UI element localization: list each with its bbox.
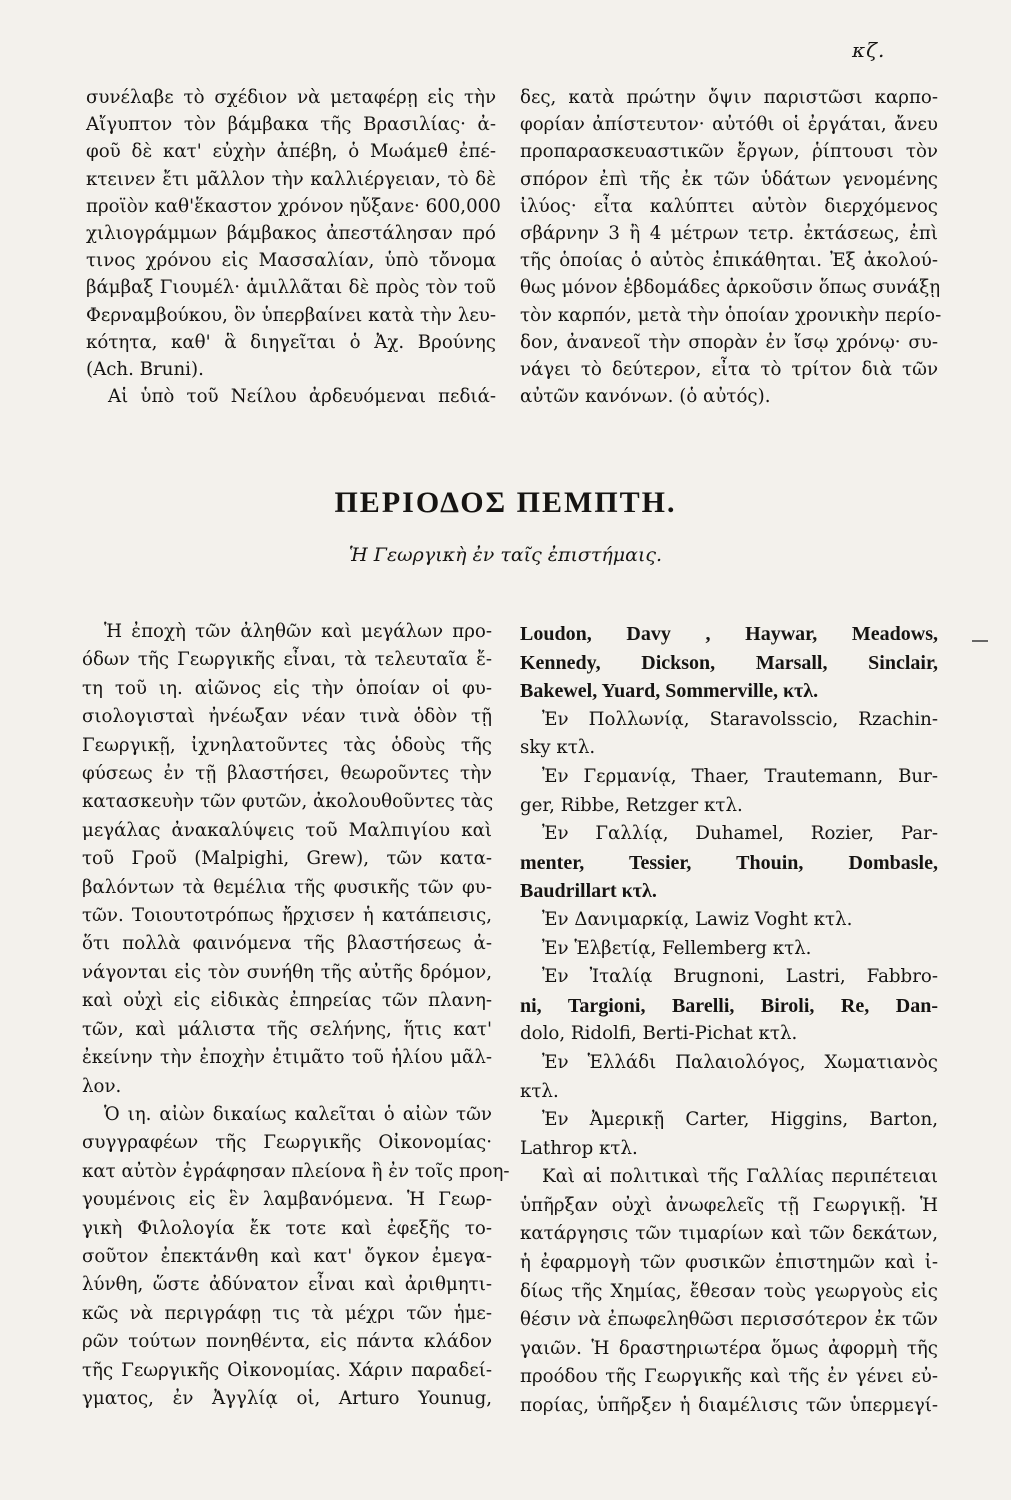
text-line: γαιῶν. Ἡ δραστηριωτέρα ὅμως ἀφορμὴ τῆς <box>520 1337 938 1359</box>
bottom-right-column <box>520 620 938 1421</box>
text-line: κτεινεν ἔτι μᾶλλον τὴν καλλιέργειαν, τὸ δὲ <box>86 168 496 190</box>
text-line: Ἐν Ἰταλίᾳ Brugnoni, Lastri, Fabbro- <box>542 966 938 988</box>
text-line: πορίας, ὑπῆρξεν ἡ διαμέλισις τῶν ὑπερμεγί- <box>520 1395 938 1417</box>
text-line: γικὴ Φιλολογία ἔκ τοτε καὶ ἐφεξῆς το- <box>82 1217 492 1239</box>
text-line: κατ αὐτὸν ἐγράφησαν πλείονα ἢ ἐν τοῖς προη- <box>82 1160 510 1182</box>
page-number: κζ. <box>852 38 886 62</box>
text-line: δίως τῆς Χημίας, ἔθεσαν τοὺς γεωργοὺς εἰς <box>520 1280 938 1302</box>
text-line: τῶν, καὶ μάλιστα τῆς σελήνης, ἥτις κατ' <box>82 1018 492 1040</box>
text-line: συνέλαβε τὸ σχέδιον νὰ μεταφέρῃ εἰς τὴν <box>86 87 496 108</box>
text-line: προπαρασκευαστικῶν ἔργων, ῥίπτουσι τὸν <box>520 141 938 163</box>
text-line: όδων τῆς Γεωργικῆς εἶναι, τὰ τελευταῖα ἔ- <box>82 649 492 671</box>
text-line: (Ach. Bruni). <box>86 359 204 381</box>
text-line: ὅτι πολλὰ φαινόμενα τῆς βλαστήσεως ἀ- <box>82 933 492 955</box>
text-line: Ἐν Ἑλλάδι Παλαιολόγος, Χωματιανὸς <box>542 1051 938 1073</box>
text-line: νάγει τὸ δεύτερον, εἶτα τὸ τρίτον διὰ τῶν <box>520 359 938 381</box>
text-line: φύσεως ἐν τῇ βλαστήσει, θεωροῦντες τὴν <box>82 763 492 785</box>
text-line: ger, Ribbe, Retzger κτλ. <box>520 794 743 816</box>
text-line: προϊὸν καθ'ἕκαστον χρόνον ηὔξανε· 600,000 <box>86 195 501 217</box>
text-line: Ἐν Γαλλίᾳ, Duhamel, Rozier, Par- <box>542 823 938 845</box>
top-left-column <box>86 84 501 410</box>
text-line: Loudon, Davy , Haywar, Meadows, <box>520 623 938 645</box>
text-line: χιλιογράμμων βάμβακος ἀπεστάλησαν πρό <box>86 223 496 245</box>
top-right-column <box>520 84 942 410</box>
text-line: Ὁ ιη. αἰὼν δικαίως καλεῖται ὁ αἰὼν τῶν <box>104 1103 492 1125</box>
text-line: Καὶ αἱ πολιτικαὶ τῆς Γαλλίας περιπέτειαι <box>542 1166 938 1188</box>
text-line: σβάρνην 3 ἢ 4 μέτρων τετρ. ἐκτάσεως, ἐπὶ <box>520 223 938 245</box>
text-line: αὐτῶν κανόνων. (ὁ αὐτός). <box>520 386 771 408</box>
text-line: ni, Targioni, Barelli, Biroli, Re, Dan- <box>520 994 938 1017</box>
text-line: θέσιν νὰ ἐπωφεληθῶσι περισσότερον ἐκ τῶν <box>520 1309 938 1331</box>
text-line: φοῦ δὲ κατ' εὐχὴν ἀπέβη, ὁ Μωάμεθ ἐπέ- <box>86 141 496 163</box>
bottom-left-column <box>82 618 510 1413</box>
margin-mark <box>972 640 988 646</box>
text-line: ἐκείνην τὴν ἐποχὴν ἐτιμᾶτο τοῦ ἡλίου μᾶλ- <box>82 1047 492 1069</box>
text-line: κότητα, καθ' ἃ διηγεῖται ὁ Ἀχ. Βρούνης <box>86 331 496 353</box>
text-line: τῆς Γεωργικῆς Οἰκονομίας. Χάριν παραδεί- <box>82 1359 492 1381</box>
text-line: καὶ οὐχὶ εἰς εἰδικὰς ἐπηρείας τῶν πλανη- <box>82 990 492 1012</box>
text-line: Ἐν Ἀμερικῇ Carter, Higgins, Barton, <box>542 1109 938 1131</box>
text-line: λον. <box>82 1075 122 1097</box>
text-line: θως μόνον ἑβδομάδες ἀρκοῦσιν ὅπως συνάξῃ <box>520 277 941 299</box>
text-line: σιολογισταὶ ἠνέωξαν νέαν τινὰ ὁδὸν τῇ <box>82 706 492 728</box>
text-line: κατάργησις τῶν τιμαρίων καὶ τῶν δεκάτων, <box>520 1223 938 1245</box>
text-line: κτλ. <box>520 1080 559 1102</box>
text-line: Bakewel, Yuard, Sommerville, κτλ. <box>520 680 819 703</box>
text-line: κῶς νὰ περιγράφῃ τις τὰ μέχρι τῶν ἡμε- <box>82 1302 492 1324</box>
text-line: Lathrop κτλ. <box>520 1137 638 1159</box>
text-line: ἰλύος· εἶτα καλύπτει αὐτὸν διερχόμενος <box>520 195 938 217</box>
text-line: menter, Tessier, Thouin, Dombasle, <box>520 851 938 874</box>
text-line: λύνθη, ὥστε ἀδύνατον εἶναι καὶ ἀριθμητι- <box>82 1274 492 1296</box>
text-line: κατασκευὴν τῶν φυτῶν, ἀκολουθοῦντες τὰς <box>82 791 494 813</box>
text-line: Αἴγυπτον τὸν βάμβακα τῆς Βρασιλίας· ἀ- <box>86 114 496 136</box>
text-line: Ἐν Πολλωνίᾳ, Staravolsscio, Rzachin- <box>542 708 938 730</box>
text-line: ἡ ἐφαρμογὴ τῶν φυσικῶν ἐπιστημῶν καὶ ἰ- <box>520 1252 938 1274</box>
text-line: σπόρον ἐπὶ τῆς ἐκ τῶν ὑδάτων γενομένης <box>520 168 938 190</box>
text-line: dolo, Ridolfi, Berti-Pichat κτλ. <box>520 1023 798 1045</box>
section-heading: ΠΕΡΙΟΔΟΣ ΠΕΜΠΤΗ. <box>334 486 677 519</box>
text-line: σοῦτον ἐπεκτάνθη καὶ κατ' ὄγκον ἐμεγα- <box>82 1245 492 1267</box>
text-line: Kennedy, Dickson, Marsall, Sinclair, <box>520 651 938 674</box>
text-line: γουμένοις εἰς ἓν λαμβανόμενα. Ἡ Γεωρ- <box>82 1189 492 1211</box>
text-line: Ἐν Ἑλβετίᾳ, Fellemberg κτλ. <box>542 937 812 959</box>
text-line: προόδου τῆς Γεωργικῆς καὶ τῆς ἐν γένει εὐ- <box>520 1366 938 1388</box>
text-line: τῶν. Τοιουτοτρόπως ἤρχισεν ἡ κατάπεισις, <box>82 905 492 927</box>
text-line: ρῶν τούτων πονηθέντα, εἰς πάντα κλάδον <box>82 1331 492 1353</box>
text-line: βαλόντων τὰ θεμέλια τῆς φυσικῆς τῶν φυ- <box>82 876 492 898</box>
text-line: sky κτλ. <box>520 737 596 759</box>
text-line: γματος, ἐν Ἀγγλίᾳ οἱ, Arturo Younug, <box>82 1387 492 1409</box>
text-line: δον, ἀνανεοῖ τὴν σπορὰν ἐν ἴσῳ χρόνῳ· συ- <box>520 331 938 353</box>
text-line: Ἐν Γερμανίᾳ, Thaer, Trautemann, Bur- <box>542 765 938 787</box>
text-line: τη τοῦ ιη. αἰῶνος εἰς τὴν ὁποίαν οἱ φυ- <box>82 677 492 699</box>
text-line: ὑπῆρξαν οὐχὶ ἀνωφελεῖς τῇ Γεωργικῇ. Ἡ <box>520 1194 938 1216</box>
section-subheading: Ἡ Γεωργικὴ ἐν ταῖς ἐπιστήμαις. <box>348 544 663 566</box>
text-line: Ἐν Δανιμαρκίᾳ, Lawiz Voght κτλ. <box>542 908 853 930</box>
text-line: Baudrillart κτλ. <box>520 880 657 903</box>
text-line: Φερναμβούκου, ὃν ὑπερβαίνει κατὰ τὴν λευ- <box>86 304 496 326</box>
text-line: μεγάλας ἀνακαλύψεις τοῦ Μαλπιγίου καὶ <box>82 819 492 841</box>
text-line: δες, κατὰ πρώτην ὄψιν παριστῶσι καρπο- <box>520 87 938 108</box>
text-line: Αἱ ὑπὸ τοῦ Νείλου ἀρδευόμεναι πεδιά- <box>108 386 496 408</box>
text-line: τινος χρόνου εἰς Μασσαλίαν, ὑπὸ τὄνομα <box>86 250 496 272</box>
text-line: τοῦ Γροῦ (Malpighi, Grew), τῶν κατα- <box>82 848 492 870</box>
text-line: τὸν καρπόν, μετὰ τὴν ὁποίαν χρονικὴν περίο- <box>520 304 942 326</box>
text-line: φορίαν ἀπίστευτον· αὐτόθι οἱ ἐργάται, ἄνευ <box>520 114 938 136</box>
text-line: νάγονται εἰς τὸν συνήθη τῆς αὐτῆς δρόμον, <box>82 961 492 983</box>
text-line: Γεωργικῇ, ἰχνηλατοῦντες τὰς ὁδοὺς τῆς <box>82 734 492 756</box>
text-line: βάμβαξ Γιουμέλ· ἁμιλλᾶται δὲ πρὸς τὸν τοῦ <box>86 277 496 299</box>
text-line: συγγραφέων τῆς Γεωργικῆς Οἰκονομίας· <box>82 1132 492 1154</box>
text-line: Ἡ ἐποχὴ τῶν ἀληθῶν καὶ μεγάλων προ- <box>104 621 492 642</box>
text-line: τῆς ὁποίας ὁ αὐτὸς ἐπικάθηται. Ἐξ ἀκολού- <box>520 250 938 272</box>
